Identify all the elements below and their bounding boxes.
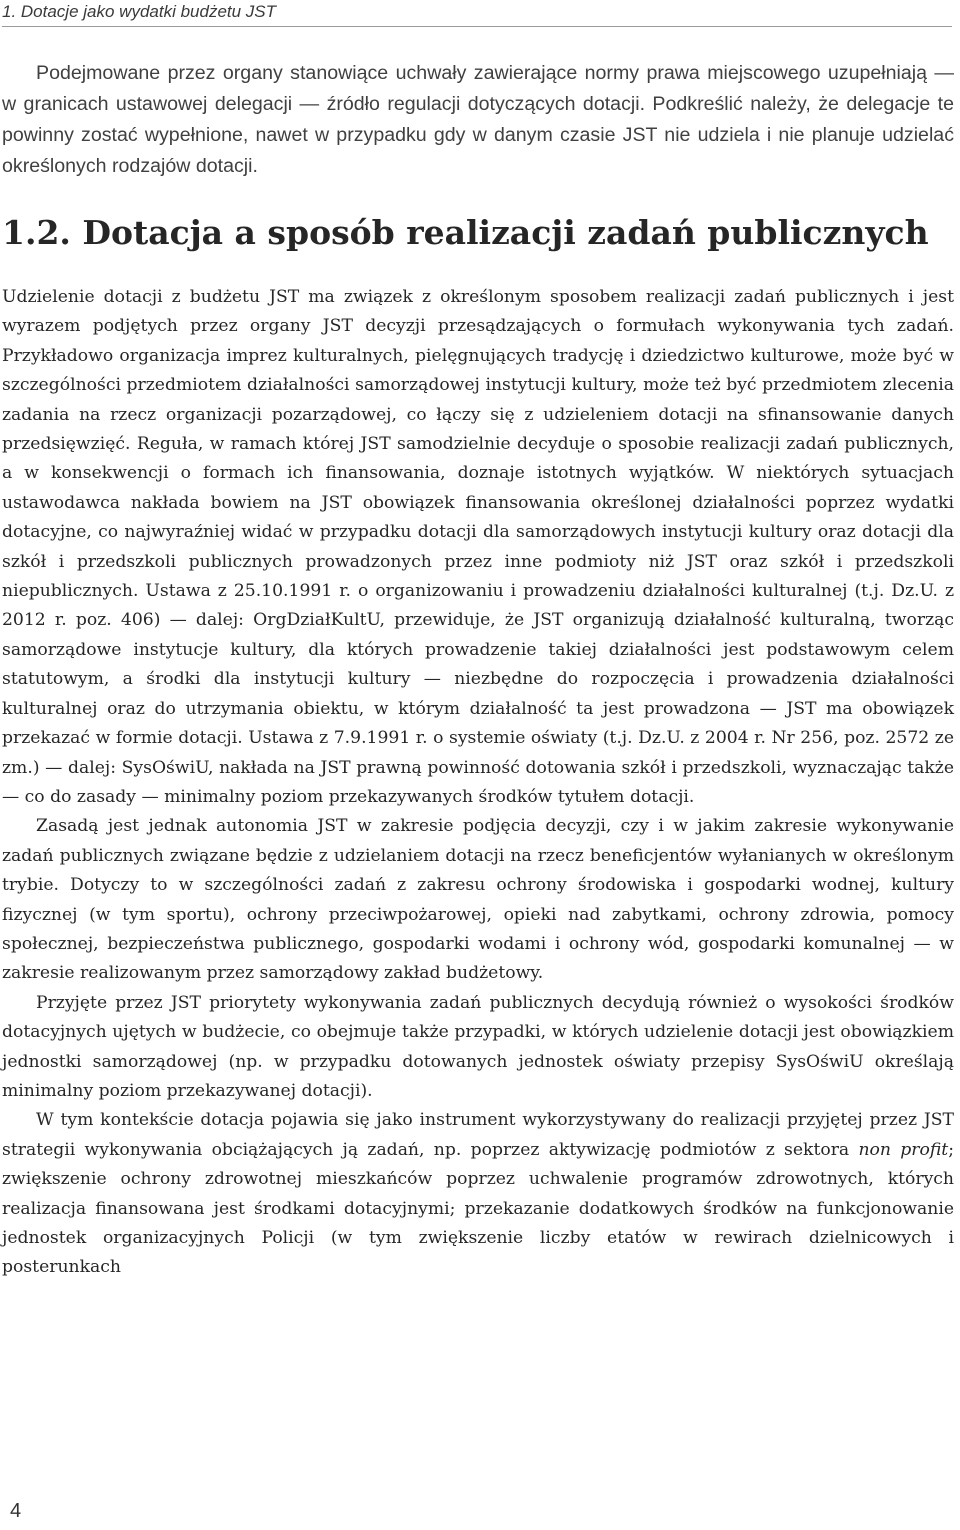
italic-term-non-profit: non profit: [858, 1139, 949, 1160]
paragraph-4-text-start: W tym kontekście dotacja pojawia się jako instrument wykorzystywany do realizacji przyjętej przez JST strategii wykonywania obciążających ją zadań, np. poprzez aktywizację podmiotów z sektora: [2, 1110, 954, 1160]
paragraph-4-text-end: ; zwiększenie ochrony zdrowotnej mieszkańców poprzez uchwalenie programów zdrowotnych, których realizacja finansowana jest środkami dotacyjnymi; przekazanie dodatkowych środków na funkcjonowanie jednostek organizacyjnych Policji (w tym zwiększenie liczby etatów w rewirach dzielnicowych i posterunkach: [2, 1139, 954, 1278]
body-paragraph-3: Przyjęte przez JST priorytety wykonywania zadań publicznych decydują również o wysokości środków dotacyjnych ujętych w budżecie, co obejmuje także przypadki, w których udzielenie dotacji jest obowiązkiem jednostki samorządowej (np. w przypadku dotowanych jednostek oświaty przepisy SysOświU określają minimalny poziom przekazywanej dotacji).: [2, 992, 954, 1101]
body-paragraph-4: [2, 1106, 954, 1282]
running-header: [2, 0, 952, 27]
lead-paragraph: Podejmowane przez organy stanowiące uchwały zawierające normy prawa miejscowego uzupełniają — w granicach ustawowej delegacji — źródło regulacji dotyczących dotacji. Podkreślić należy, że delegacje te powinny zostać wypełnione, nawet w przypadku gdy w danym czasie JST nie udziela i nie planuje udzielać określonych rodzajów dotacji.: [2, 62, 954, 177]
running-header-title: 1. Dotacje jako wydatki budżetu JST: [2, 2, 277, 21]
body-paragraph-1: Udzielenie dotacji z budżetu JST ma związek z określonym sposobem realizacji zadań publicznych i jest wyrazem podjętych przez organy JST decyzji przesądzających o formułach wykonywania tych zadań. Przykładowo organizacja imprez kulturalnych, pielęgnujących tradycję i dziedzictwo kulturowe, może być w szczególności przedmiotem działalności samorządowej instytucji kultury, może też być przedmiotem zlecenia zadania na rzecz organizacji pozarządowej, co łączy się z udzieleniem dotacji na sfinansowanie danych przedsięwzięć. Reguła, w ramach której JST samodzielnie decyduje o sposobie realizacji zadań publicznych, a w konsekwencji o formach ich finansowania, doznaje istotnych wyjątków. W niektórych sytuacjach ustawodawca nakłada bowiem na JST obowiązek finansowania określonej działalności poprzez wydatki dotacyjne, co najwyraźniej widać w przypadku dotacji dla samorządowych instytucji kultury oraz dotacji dla szkół i przedszkoli publicznych prowadzonych przez inne podmioty niż JST oraz szkół i przedszkoli niepublicznych. Ustawa z 25.10.1991 r. o organizowaniu i prowadzeniu działalności kulturalnej (t.j. Dz.U. z 2012 r. poz. 406) — dalej: OrgDziałKultU, przewiduje, że JST organizują działalność kulturalną, tworząc samorządowe instytucje kultury, dla których prowadzenie takiej działalności jest podstawowym celem statutowym, a środki dla instytucji kultury — niezbędne do rozpoczęcia i prowadzenia działalności kulturalnej oraz do utrzymania obiektu, w którym działalność ta jest prowadzona — JST ma obowiązek przekazać w formie dotacji. Ustawa z 7.9.1991 r. o systemie oświaty (t.j. Dz.U. z 2004 r. Nr 256, poz. 2572 ze zm.) — dalej: SysOświU, nakłada na JST prawną powinność dotowania szkół i przedszkoli, wyznaczając także — co do zasady — minimalny poziom przekazywanych środków tytułem dotacji.: [2, 287, 954, 807]
section-body: [2, 283, 954, 1283]
section-heading: 1.2. Dotacja a sposób realizacji zadań publicznych: [2, 213, 929, 252]
body-paragraph-2: Zasadą jest jednak autonomia JST w zakresie podjęcia decyzji, czy i w jakim zakresie wykonywanie zadań publicznych związane będzie z udzielaniem dotacji na rzecz beneficjentów wyłanianych w określonym trybie. Dotyczy to w szczególności zadań z zakresu ochrony środowiska i gospodarki wodnej, kultury fizycznej (w tym sportu), ochrony przeciwpożarowej, opieki nad zabytkami, ochrony zdrowia, pomocy społecznej, bezpieczeństwa publicznego, gospodarki wodami i ochrony wód, gospodarki komunalnej — w zakresie realizowanym przez samorządowy zakład budżetowy.: [2, 816, 954, 984]
page-number: 4: [10, 1500, 22, 1522]
